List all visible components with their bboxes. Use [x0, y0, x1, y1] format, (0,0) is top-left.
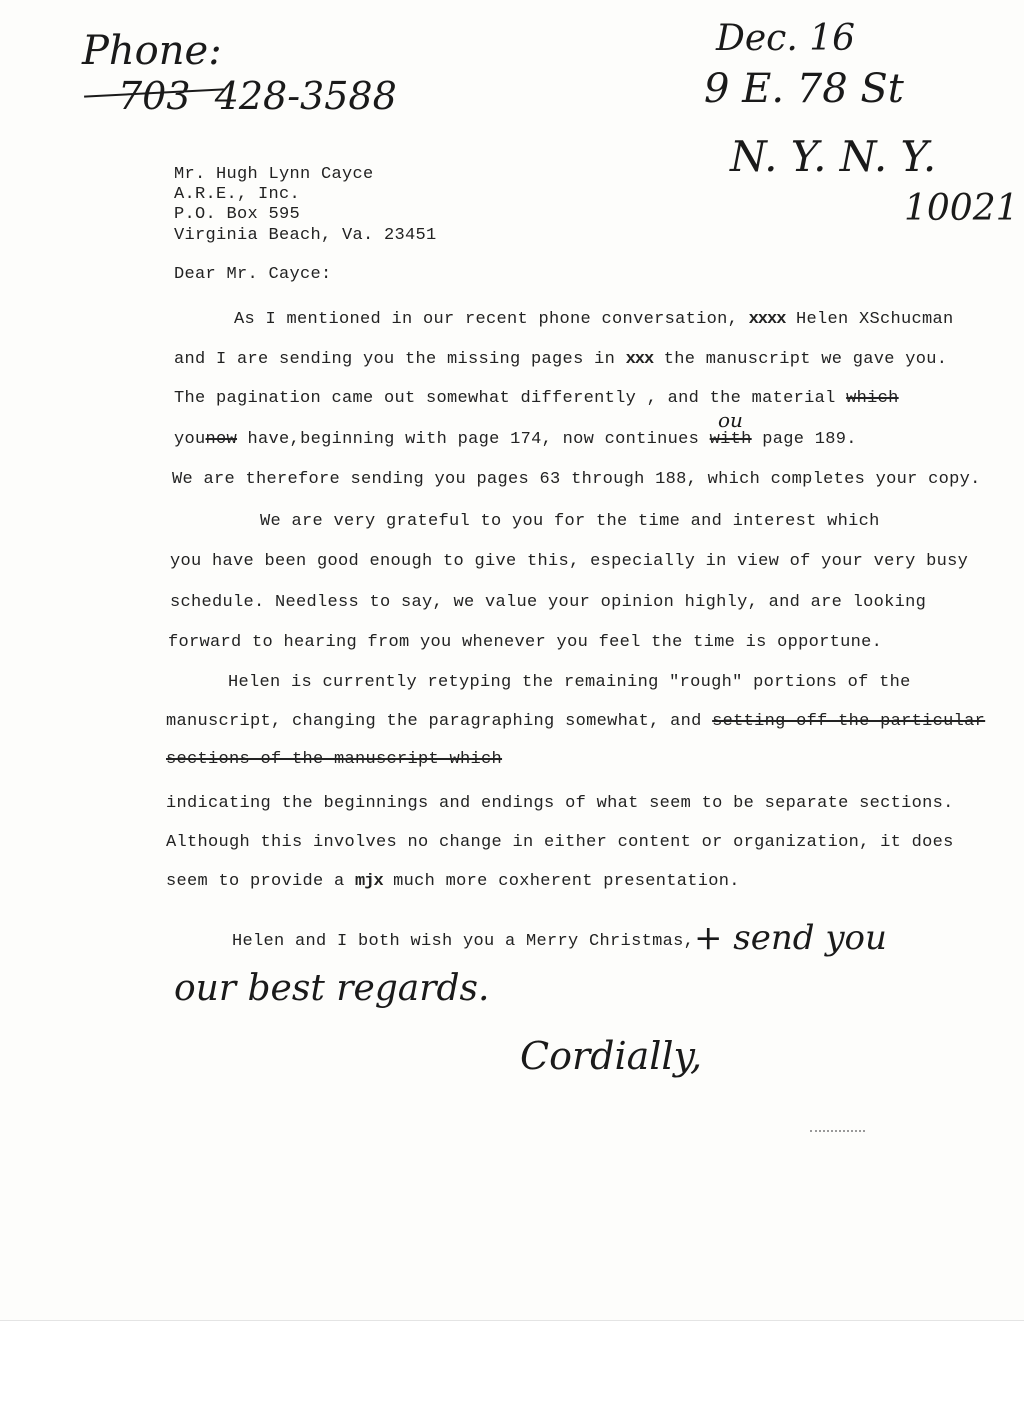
p3-line-2-and: and: [670, 712, 702, 731]
typed-xout: xxx: [625, 350, 654, 369]
typed-xout: mjx: [355, 872, 383, 891]
date: Dec. 16: [716, 18, 856, 59]
p3-line-2: [166, 712, 985, 731]
closing-handwritten-2: our best regards.: [174, 968, 490, 1009]
address-line-1: Mr. Hugh Lynn Cayce: [174, 165, 374, 184]
p2-line-4: forward to hearing from you whenever you feel the time is opportune.: [168, 633, 883, 652]
closing-handwritten-1: + send you: [694, 918, 887, 958]
p3-line-3: [166, 750, 502, 769]
signoff-cordially: Cordially,: [520, 1034, 703, 1078]
closing-typed: Helen and I both wish you a Merry Christmas,: [232, 932, 695, 951]
struck-word: with: [709, 430, 752, 449]
p1-line-3-text: The pagination came out somewhat differently , and the material: [174, 389, 836, 408]
phone-label: Phone:: [82, 28, 222, 74]
struck-word: which: [846, 389, 899, 408]
p3-line-6: [166, 872, 740, 891]
p3-line-1: Helen is currently retyping the remaining "rough" portions of the: [228, 673, 911, 692]
phone-number: 703 428-3588: [118, 74, 397, 118]
p1-line-1-surname: XSchucman: [858, 310, 954, 329]
p1-line-1-text: As I mentioned in our recent phone conversation,: [234, 310, 739, 329]
p1-line-1-name: Helen: [795, 310, 849, 329]
p1-line-4-have: have,: [247, 430, 301, 449]
typed-xout: xxxx: [748, 310, 786, 329]
p1-line-2-rest: the manuscript we gave you.: [663, 350, 948, 369]
p1-line-1: [234, 310, 953, 329]
p1-line-4-end: page 189.: [762, 430, 857, 449]
p1-line-3: [174, 389, 899, 408]
city: N. Y. N. Y.: [730, 132, 937, 181]
p3-line-6-text: seem to provide a: [166, 872, 345, 891]
scan-margin: [0, 1320, 1024, 1411]
p2-line-1: We are very grateful to you for the time and interest which: [260, 512, 880, 531]
p3-line-5: Although this involves no change in either content or organization, it does: [166, 833, 954, 852]
address-line-3: P.O. Box 595: [174, 205, 301, 224]
p1-line-4: [174, 430, 857, 449]
street-address: 9 E. 78 St: [704, 66, 904, 112]
address-line-2: A.R.E., Inc.: [174, 185, 301, 204]
p2-line-3: schedule. Needless to say, we value your opinion highly, and are looking: [170, 593, 927, 612]
p1-line-4-text: beginning with page 174, now continues: [300, 430, 700, 449]
struck-word: now: [205, 430, 238, 449]
p2-line-2: you have been good enough to give this, especially in view of your very busy: [170, 552, 969, 571]
struck-phrase: setting off the particular: [712, 712, 986, 731]
struck-phrase: sections of the manuscript which: [166, 750, 503, 769]
p1-line-4-you: you: [174, 430, 206, 449]
p1-line-5: We are therefore sending you pages 63 through 188, which completes your copy.: [172, 470, 981, 489]
p1-line-2-text: and I are sending you the missing pages in: [174, 350, 616, 369]
salutation: Dear Mr. Cayce:: [174, 265, 332, 284]
zip-code: 10021: [904, 188, 1019, 229]
p3-line-6-rest: much more coxherent presentation.: [393, 872, 740, 891]
scan-speck: [810, 1130, 865, 1134]
p1-line-2: [174, 350, 947, 369]
handwritten-insertion-ou: ou: [718, 408, 743, 432]
p3-line-2-text: manuscript, changing the paragraphing somewhat,: [166, 712, 660, 731]
address-line-4: Virginia Beach, Va. 23451: [174, 226, 437, 245]
p3-line-4: indicating the beginnings and endings of what seem to be separate sections.: [166, 794, 954, 813]
